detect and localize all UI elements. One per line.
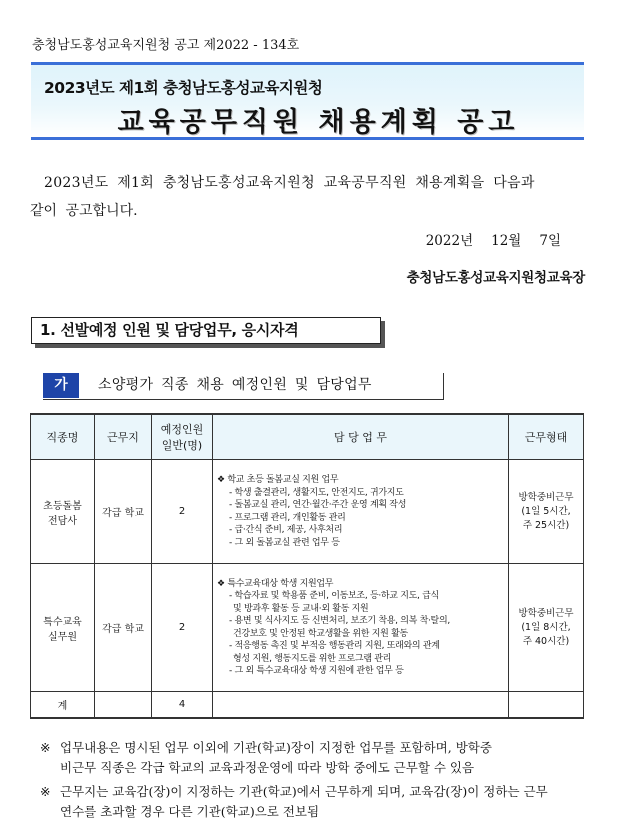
- form-line-1: 방학중비근무: [518, 491, 574, 503]
- duty-item: - 학습자료 및 학용품 준비, 이동보조, 등·하교 지도, 급식: [229, 591, 439, 601]
- job-cell: [31, 460, 95, 564]
- note-line: 비근무 직종은 각급 학교의 교육과정운영에 따라 방학 중에도 근무할 수 있음: [60, 760, 475, 775]
- duty-item: 건강보호 및 안정된 학교생활을 위한 지원 활동: [233, 628, 408, 639]
- header-job: 직종명: [31, 414, 95, 460]
- form-line-2: (1일 8시간,: [521, 621, 571, 633]
- table-total-row: [31, 692, 584, 718]
- job-line-2: 실무원: [48, 631, 77, 643]
- duty-item: ❖ 특수교육대상 학생 지원업무: [217, 578, 334, 589]
- duties-cell: [213, 460, 509, 564]
- place-cell: 각급 학교: [95, 460, 152, 564]
- subsection-title: 소양평가 직종 채용 예정인원 및 담당업무: [98, 377, 372, 393]
- job-line-2: 전담사: [48, 515, 77, 527]
- duty-item: - 돌봄교실 관리, 연간·월간·주간 운영 계획 작성: [229, 500, 407, 510]
- duty-item: - 급·간식 준비, 제공, 사후처리: [229, 525, 343, 535]
- duty-item: ❖ 학교 초등 돌봄교실 지원 업무: [217, 475, 339, 485]
- note-1: [40, 738, 600, 778]
- duty-item: - 그 외 돌봄교실 관련 업무 등: [229, 537, 340, 548]
- total-empty-cell: [95, 692, 152, 718]
- notice-number: 충청남도홍성교육지원청 공고 제2022 - 134호: [32, 38, 300, 53]
- date-day: 7일: [539, 233, 561, 249]
- date-year: 2022년: [425, 233, 474, 249]
- note-2: [40, 782, 600, 822]
- announcement-date: [426, 229, 561, 249]
- note-line: 근무지는 교육감(장)이 지정하는 기관(학교)에서 근무하게 되며, 교육감(장)이 정하는 근무: [60, 784, 548, 799]
- table-row: [31, 460, 584, 564]
- header-count-bottom: 일반(명): [161, 439, 203, 452]
- job-line-1: 특수교육: [43, 616, 82, 628]
- form-line-2: (1일 5시간,: [521, 505, 571, 517]
- count-cell: 2: [152, 460, 213, 564]
- note-line: 연수를 초과할 경우 다른 기관(학교)으로 전보됨: [60, 804, 320, 819]
- table-header-row: [31, 414, 584, 460]
- duty-item: - 프로그램 관리, 개인활동 관리: [229, 512, 346, 523]
- total-empty-cell: [509, 692, 584, 718]
- subsection-badge: 가: [43, 373, 79, 398]
- form-line-3: 주 40시간): [522, 635, 570, 647]
- duty-item: 및 방과후 활동 등 교내·외 활동 지원: [233, 603, 369, 614]
- intro-line-2: 같이 공고합니다.: [30, 203, 138, 219]
- total-empty-cell: [213, 692, 509, 718]
- form-cell: [509, 460, 584, 564]
- section-heading-1: 1. 선발예정 인원 및 담당업무, 응시자격: [31, 317, 381, 344]
- note-mark: ※: [40, 784, 51, 799]
- duty-item: - 용변 및 식사지도 등 신변처리, 보조기 착용, 의복 착·탈의,: [229, 616, 450, 626]
- form-line-1: 방학중비근무: [518, 607, 574, 619]
- note-mark: ※: [40, 740, 51, 755]
- total-count: 4: [152, 692, 213, 718]
- total-label: 계: [31, 692, 95, 718]
- subsection-underline: [43, 399, 444, 400]
- header-count-top: 예정인원: [160, 423, 204, 436]
- form-cell: [509, 564, 584, 692]
- duty-item: 형성 지원, 행동지도를 위한 프로그램 관리: [233, 653, 392, 664]
- duty-item: - 학생 출결관리, 생활지도, 안전지도, 귀가지도: [229, 487, 404, 498]
- recruitment-table: [30, 413, 584, 719]
- subsection-divider: [443, 373, 444, 399]
- header-form: 근무형태: [509, 414, 584, 460]
- header-duties: 담 당 업 무: [213, 414, 509, 460]
- duties-cell: [213, 564, 509, 692]
- note-line: 업무내용은 명시된 업무 이외에 기관(학교)장이 지정한 업무를 포함하며, 방학중: [60, 740, 492, 755]
- job-line-1: 초등돌봄: [43, 500, 82, 512]
- header-place: 근무지: [95, 414, 152, 460]
- duty-item: - 그 외 특수교육대상 학생 지원에 관한 업무 등: [229, 666, 404, 676]
- form-line-3: 주 25시간): [522, 519, 570, 531]
- duty-item: - 적응행동 촉진 및 부적응 행동관리 지원, 또래와의 관계: [229, 641, 440, 651]
- issuer-name: 충청남도홍성교육지원청교육장: [406, 270, 585, 286]
- header-count: [152, 414, 213, 460]
- table-row: [31, 564, 584, 692]
- title-subtitle: 2023년도 제1회 충청남도홍성교육지원청: [44, 79, 323, 97]
- intro-line-1: 2023년도 제1회 충청남도홍성교육지원청 교육공무직원 채용계획을 다음과: [44, 175, 535, 191]
- place-cell: 각급 학교: [95, 564, 152, 692]
- page-title: 교육공무직원 채용계획 공고: [117, 107, 520, 138]
- count-cell: 2: [152, 564, 213, 692]
- job-cell: [31, 564, 95, 692]
- date-month: 12월: [491, 233, 522, 249]
